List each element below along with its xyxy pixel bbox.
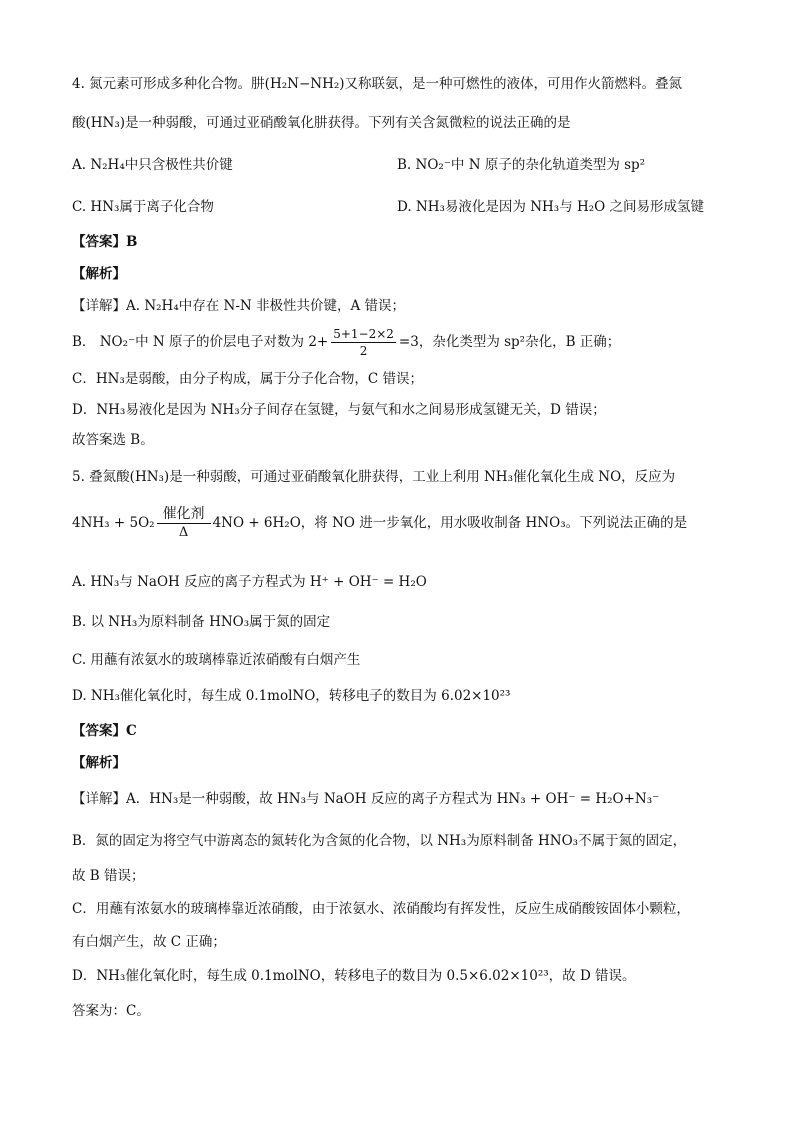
heat-symbol: Δ: [178, 525, 189, 540]
q4-detail-c: C．HN₃是弱酸，由分子构成，属于分子化合物，C 错误；: [72, 371, 423, 387]
equation-products: 4NO + 6H₂O: [212, 515, 301, 531]
q4-option-c: C. HN₃属于离子化合物: [72, 199, 214, 215]
q4-detail-d: D．NH₃易液化是因为 NH₃分子间存在氢键，与氨气和水之间易形成氢键无关，D 错误；: [72, 402, 606, 418]
q4-stem-line1: [72, 74, 682, 94]
q5-option-d: D. NH₃催化氧化时，每生成 0.1molNO，转移电子的数目为 6.02×10²³: [72, 688, 511, 704]
q5-detail-c-line1: C．用蘸有浓氨水的玻璃棒靠近浓硝酸，由于浓氨水、浓硝酸均有挥发性，反应生成硝酸铵固体小颗粒，: [72, 901, 690, 917]
q5-answer: 【答案】C: [72, 723, 137, 739]
valence-pair-fraction: [331, 326, 396, 359]
q4-option-b: B. NO₂⁻中 N 原子的杂化轨道类型为 sp²: [397, 157, 646, 173]
q4-stem-line2: 酸(HN₃)是一种弱酸，可通过亚硝酸氧化肼获得。下列有关含氮微粒的说法正确的是: [72, 115, 571, 131]
reaction-arrow: [157, 505, 211, 542]
q4-detail-b: [72, 323, 620, 361]
q4-detail-b-pre: B． NO₂⁻中 N 原子的价层电子对数为 2+: [72, 334, 329, 350]
q5-detail-d: D．NH₃催化氧化时，每生成 0.1molNO，转移电子的数目为 0.5×6.02×10²³，故 D 错误。: [72, 968, 636, 984]
q5-detail-b-line1: B．氮的固定为将空气中游离态的氮转化为含氮的化合物，以 NH₃为原料制备 HNO₃不属于氮的固定，: [72, 833, 687, 849]
q4-analysis-heading: 【解析】: [72, 266, 126, 282]
q5-option-c: C. 用蘸有浓氨水的玻璃棒靠近浓硝酸有白烟产生: [72, 652, 361, 668]
q5-detail-c-line2: 有白烟产生，故 C 正确；: [72, 934, 226, 950]
q5-option-a: A. HN₃与 NaOH 反应的离子方程式为 H⁺ + OH⁻ = H₂O: [72, 574, 427, 590]
q5-equation-line: [72, 502, 687, 544]
q5-stem-tail: ，将 NO 进一步氧化，用水吸收制备 HNO₃。下列说法正确的是: [300, 515, 688, 531]
q4-option-a: A. N₂H₄中只含极性共价键: [72, 157, 233, 173]
hydrazine-formula: H₂N−NH₂: [269, 76, 340, 92]
q5-conclusion: 答案为：C。: [72, 1003, 150, 1019]
fraction-numerator: 5+1−2×2: [333, 327, 394, 341]
q5-detail-b-line2: 故 B 错误；: [72, 868, 145, 884]
catalyst-label: 催化剂: [157, 505, 211, 524]
q5-detail-a: 【详解】A．HN₃是一种弱酸，故 HN₃与 NaOH 反应的离子方程式为 HN₃ + OH⁻ = H₂O+N₃⁻: [72, 791, 660, 807]
q4-stem-text: 4. 氮元素可形成多种化合物。肼(: [72, 76, 270, 92]
q5-stem-line1: 5. 叠氮酸(HN₃)是一种弱酸，可通过亚硝酸氧化肼获得，工业上利用 NH₃催化氧化生成 NO，反应为: [72, 469, 676, 485]
q4-stem-text-cont: )又称联氨，是一种可燃性的液体，可用作火箭燃料。叠氮: [339, 76, 683, 92]
q4-option-d: D. NH₃易液化是因为 NH₃与 H₂O 之间易形成氢键: [397, 199, 705, 215]
q5-option-b: B. 以 NH₃为原料制备 HNO₃属于氮的固定: [72, 614, 331, 630]
q5-analysis-heading: 【解析】: [72, 755, 126, 771]
q4-detail-a: 【详解】A. N₂H₄中存在 N-N 非极性共价键，A 错误；: [72, 298, 406, 314]
q4-detail-b-post: =3，杂化类型为 sp²杂化，B 正确；: [398, 334, 621, 350]
q4-answer: 【答案】B: [72, 234, 138, 250]
fraction-denominator: 2: [359, 344, 368, 358]
equation-reactants: 4NH₃ + 5O₂: [72, 515, 155, 531]
q4-conclusion: 故答案选 B。: [72, 432, 154, 448]
